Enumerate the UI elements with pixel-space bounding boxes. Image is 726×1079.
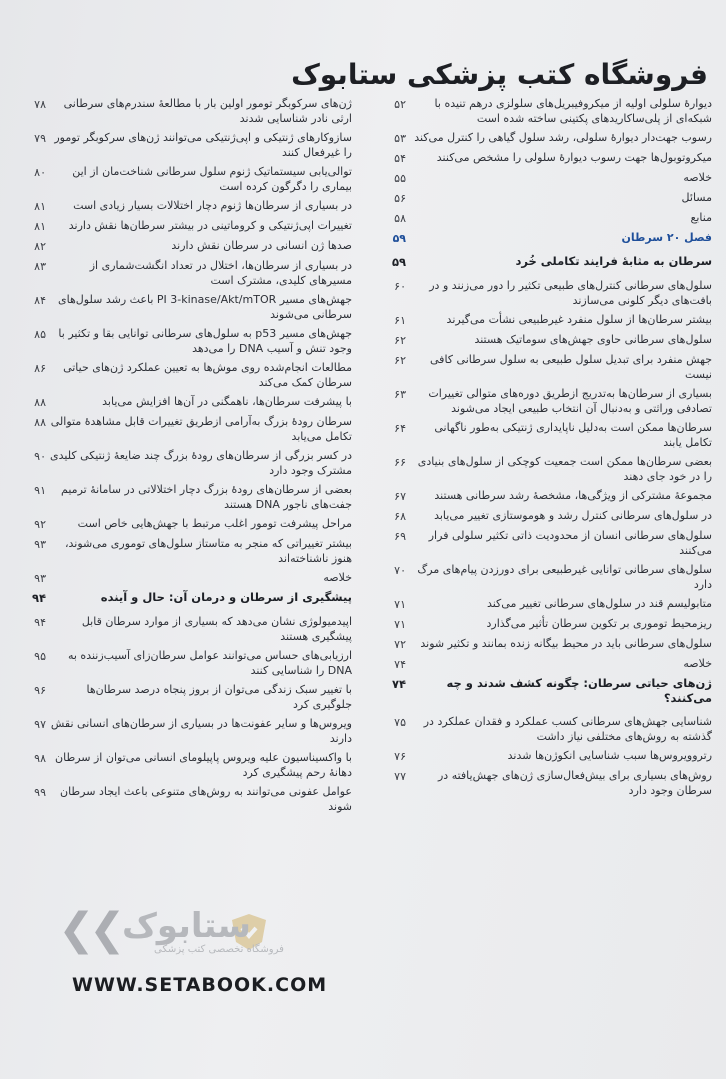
toc-entry-text: رسوب جهت‌دار دیوارهٔ سلولی، رشد سلول گیاهی را کنترل می‌کند bbox=[414, 131, 712, 144]
toc-page-number: ۹۳ bbox=[34, 538, 46, 551]
toc-page-number: ۶۱ bbox=[394, 314, 406, 327]
toc-entry bbox=[14, 536, 352, 566]
toc-page-number: ۶۹ bbox=[394, 530, 406, 543]
toc-entry bbox=[374, 768, 712, 798]
toc-entry-text: بیشتر سرطان‌ها از سلول منفرد غیرطبیعی نشأت می‌گیرند bbox=[446, 313, 712, 326]
toc-entry bbox=[14, 516, 352, 532]
toc-entry bbox=[14, 130, 352, 160]
toc-entry-text: ریزمحیط توموری بر تکوین سرطان تأثیر می‌گذارد bbox=[486, 617, 712, 630]
toc-page-number: ۶۸ bbox=[394, 510, 406, 523]
toc-entry-text: خلاصه bbox=[323, 571, 352, 584]
toc-page-number: ۷۱ bbox=[394, 598, 406, 611]
toc-page-number: ۹۰ bbox=[34, 450, 46, 463]
toc-page-number: ۹۳ bbox=[34, 572, 46, 585]
toc-page-number: ۶۳ bbox=[394, 388, 406, 401]
toc-page-number: ۵۶ bbox=[394, 192, 406, 205]
toc-entry bbox=[14, 96, 352, 126]
toc-entry-text: خلاصه bbox=[683, 657, 712, 670]
toc-entry bbox=[374, 454, 712, 484]
toc-entry bbox=[374, 714, 712, 744]
toc-page-number: ۵۴ bbox=[394, 152, 406, 165]
toc-entry-text: مسائل bbox=[681, 191, 712, 204]
toc-entry bbox=[374, 616, 712, 632]
toc-entry bbox=[14, 258, 352, 288]
toc-entry-text: منابع bbox=[690, 211, 712, 224]
toc-entry-text: در سلول‌های سرطانی کنترل رشد و هوموستازی تغییر می‌یابد bbox=[434, 509, 712, 522]
toc-entry-text: سرطان رودهٔ بزرگ به‌آرامی ازطریق تغییرات قابل مشاهدهٔ متوالی تکامل می‌یابد bbox=[50, 415, 352, 443]
toc-entry bbox=[374, 150, 712, 166]
website-url: WWW.SETABOOK.COM bbox=[72, 974, 328, 996]
toc-page-number: ۷۴ bbox=[391, 677, 406, 691]
toc-entry-text: دیوارهٔ سلولی اولیه از میکروفیبریل‌های سلولزی درهم تنیده با شبکه‌ای از پلی‌ساکاریدهای پکتینی ساخته شده است bbox=[434, 97, 712, 125]
toc-entry-text: سرطان به مثابهٔ فرایند تکاملی خُرد bbox=[515, 254, 712, 268]
toc-entry-text: میکروتوبول‌ها جهت رسوب دیوارهٔ سلولی را مشخص می‌کنند bbox=[436, 151, 712, 164]
page-title: فروشگاه کتب پزشکی ستابوک bbox=[291, 58, 708, 91]
toc-page-number: ۷۹ bbox=[34, 132, 46, 145]
toc-entry bbox=[374, 278, 712, 308]
toc-entry bbox=[374, 96, 712, 126]
toc-page-number: ۶۴ bbox=[394, 422, 406, 435]
toc-page-number: ۸۴ bbox=[34, 294, 46, 307]
toc-entry bbox=[374, 488, 712, 504]
toc-page-number: ۷۴ bbox=[394, 658, 406, 671]
toc-chapter bbox=[374, 230, 712, 246]
toc-entry-text: بسیاری از سرطان‌ها به‌تدریج ازطریق دوره‌های متوالی تغییرات تصادفی وراثتی و به‌دنبال آن انتخاب طبیعی ایجاد می‌شوند bbox=[428, 387, 712, 415]
toc-entry-text: جهش‌های مسیر PI 3-kinase/Akt/mTOR باعث رشد سلول‌های سرطانی می‌شوند bbox=[58, 293, 352, 321]
toc-page-number: ۸۱ bbox=[34, 220, 46, 233]
toc-entry-text: ویروس‌ها و سایر عفونت‌ها در بسیاری از سرطان‌های انسانی نقش دارند bbox=[50, 717, 352, 745]
toc-entry bbox=[14, 784, 352, 814]
toc-entry-text: بیشتر تغییراتی که منجر به متاستاز سلول‌های توموری می‌شوند، هنوز ناشناخته‌اند bbox=[64, 537, 352, 565]
toc-entry-text: صدها ژن انسانی در سرطان نقش دارند bbox=[171, 239, 352, 252]
toc-entry bbox=[14, 648, 352, 678]
toc-page-number: ۷۷ bbox=[394, 770, 406, 783]
toc-page-number: ۸۱ bbox=[34, 200, 46, 213]
toc-entry-text: فصل ۲۰ سرطان bbox=[621, 231, 712, 244]
toc-page-number: ۹۲ bbox=[34, 518, 46, 531]
toc-entry-text: ژن‌های حیاتی سرطان: چگونه کشف شدند و چه می‌کنند؟ bbox=[446, 676, 712, 705]
toc-page-number: ۹۶ bbox=[34, 684, 46, 697]
toc-entry bbox=[14, 292, 352, 322]
toc-page-number: ۶۰ bbox=[394, 280, 406, 293]
toc-entry bbox=[14, 326, 352, 356]
toc-entry bbox=[14, 394, 352, 410]
toc-entry bbox=[374, 656, 712, 672]
toc-page-number: ۸۶ bbox=[34, 362, 46, 375]
toc-entry-text: مجموعهٔ مشترکی از ویژگی‌ها، مشخصهٔ رشد سرطانی هستند bbox=[434, 489, 712, 502]
toc-entry-text: سلول‌های سرطانی باید در محیط بیگانه زنده بمانند و تکثیر شوند bbox=[420, 637, 712, 650]
toc-page-number: ۶۲ bbox=[394, 354, 406, 367]
toc-page-number: ۹۷ bbox=[34, 718, 46, 731]
toc-entry-text: تغییرات اپی‌ژنتیکی و کروماتینی در بیشتر سرطان‌ها نقش دارند bbox=[68, 219, 352, 232]
toc-column-left bbox=[14, 96, 352, 818]
toc-page-number: ۵۵ bbox=[394, 172, 406, 185]
toc-entry bbox=[374, 508, 712, 524]
toc-entry-text: شناسایی جهش‌های سرطانی کسب عملکرد و فقدان عملکرد در گذشته به روش‌های مختلفی نیاز داشت bbox=[423, 715, 712, 743]
toc-entry bbox=[374, 190, 712, 206]
toc-page-number: ۹۸ bbox=[34, 752, 46, 765]
toc-entry-text: عوامل عفونی می‌توانند به روش‌های متنوعی باعث ایجاد سرطان شوند bbox=[60, 785, 352, 813]
toc-page-number: ۹۴ bbox=[31, 591, 46, 605]
toc-page-number: ۵۸ bbox=[394, 212, 406, 225]
toc-entry bbox=[374, 386, 712, 416]
toc-page-number: ۷۰ bbox=[394, 564, 406, 577]
toc-entry-text: سازوکارهای ژنتیکی و اپی‌ژنتیکی می‌توانند ژن‌های سرکوبگر تومور را غیرفعال کنند bbox=[54, 131, 352, 159]
toc-entry bbox=[374, 596, 712, 612]
toc-page-number: ۷۱ bbox=[394, 618, 406, 631]
toc-entry bbox=[14, 482, 352, 512]
toc-entry-text: سلول‌های سرطانی انسان از محدودیت ذاتی تکثیر سلولی فرار می‌کنند bbox=[428, 529, 712, 557]
toc-entry-text: در بسیاری از سرطان‌ها، اختلال در تعداد انگشت‌شماری از مسیرهای کلیدی، مشترک است bbox=[89, 259, 352, 287]
toc-entry bbox=[14, 238, 352, 254]
toc-page-number: ۶۲ bbox=[394, 334, 406, 347]
toc-page-number: ۹۹ bbox=[34, 786, 46, 799]
toc-entry bbox=[14, 164, 352, 194]
toc-page-number: ۹۵ bbox=[34, 650, 46, 663]
toc-section-heading bbox=[14, 590, 352, 606]
toc-entry bbox=[14, 750, 352, 780]
toc-entry bbox=[374, 332, 712, 348]
toc-page-number: ۸۵ bbox=[34, 328, 46, 341]
toc-page-number: ۸۰ bbox=[34, 166, 46, 179]
toc-entry-text: سلول‌های سرطانی حاوی جهش‌های سوماتیک هستند bbox=[474, 333, 712, 346]
toc-entry bbox=[374, 528, 712, 558]
toc-entry-text: سرطان‌ها ممکن است به‌دلیل ناپایداری ژنتیکی به‌طور ناگهانی تکامل یابند bbox=[434, 421, 712, 449]
toc-page-number: ۸۲ bbox=[34, 240, 46, 253]
toc-page-number: ۶۷ bbox=[394, 490, 406, 503]
toc-entry bbox=[374, 636, 712, 652]
toc-entry bbox=[374, 562, 712, 592]
toc-entry-text: مراحل پیشرفت تومور اغلب مرتبط با جهش‌هایی خاص است bbox=[77, 517, 352, 530]
toc-entry bbox=[14, 218, 352, 234]
toc-entry-text: در کسر بزرگی از سرطان‌های رودهٔ بزرگ چند ضایعهٔ ژنتیکی کلیدی مشترک وجود دارد bbox=[49, 449, 352, 477]
toc-entry-text: پیشگیری از سرطان و درمان آن: حال و آینده bbox=[100, 590, 352, 604]
toc-entry-text: جهش منفرد برای تبدیل سلول طبیعی به سلول سرطانی کافی نیست bbox=[430, 353, 712, 381]
toc-entry bbox=[374, 420, 712, 450]
toc-entry-text: مطالعات انجام‌شده روی موش‌ها به تعیین عملکرد ژن‌های حیاتی سرطان کمک می‌کند bbox=[63, 361, 352, 389]
toc-page-number: ۵۳ bbox=[394, 132, 406, 145]
toc-entry-text: بعضی از سرطان‌های رودهٔ بزرگ دچار اختلالاتی در سامانهٔ ترمیم جفت‌های ناجور DNA هستند bbox=[61, 483, 352, 511]
toc-page-number: ۹۱ bbox=[34, 484, 46, 497]
toc-page-number: ۷۶ bbox=[394, 750, 406, 763]
toc-entry-text: سلول‌های سرطانی توانایی غیرطبیعی برای دورزدن پیام‌های مرگ دارد bbox=[417, 563, 712, 591]
toc-entry bbox=[14, 716, 352, 746]
toc-entry bbox=[14, 614, 352, 644]
toc-entry-text: ارزیابی‌های حساس می‌توانند عوامل سرطان‌زای آسیب‌زننده به DNA را شناسایی کنند bbox=[67, 649, 352, 677]
logo-brand-text: ستابوک bbox=[122, 906, 251, 946]
logo-chevron-icon: ❮❮ bbox=[58, 904, 120, 955]
toc-page-number: ۸۸ bbox=[34, 416, 46, 429]
toc-entry-text: اپیدمیولوژی نشان می‌دهد که بسیاری از موارد سرطان قابل پیشگیری هستند bbox=[81, 615, 352, 643]
toc-page-number: ۶۶ bbox=[394, 456, 406, 469]
toc-entry-text: متابولیسم قند در سلول‌های سرطانی تغییر می‌کند bbox=[486, 597, 712, 610]
toc-entry-text: سلول‌های سرطانی کنترل‌های طبیعی تکثیر را دور می‌زنند و در بافت‌های دیگر کلونی می‌سازند bbox=[429, 279, 712, 307]
toc-entry-text: خلاصه bbox=[683, 171, 712, 184]
toc-entry-text: روش‌های بسیاری برای بیش‌فعال‌سازی ژن‌های جهش‌یافته در سرطان وجود دارد bbox=[437, 769, 712, 797]
toc-page-number: ۸۳ bbox=[34, 260, 46, 273]
toc-entry-text: بعضی سرطان‌ها ممکن است جمعیت کوچکی از سلول‌های بنیادی را در خود جای دهند bbox=[417, 455, 712, 483]
setabook-logo-watermark bbox=[58, 904, 308, 964]
toc-entry bbox=[14, 448, 352, 478]
toc-entry bbox=[14, 570, 352, 586]
toc-entry-text: توالی‌یابی سیستماتیک ژنوم سلول سرطانی شناخت‌مان از این بیماری را دگرگون کرده است bbox=[72, 165, 352, 193]
toc-column-right bbox=[374, 96, 712, 802]
toc-entry-text: جهش‌های مسیر p53 به سلول‌های سرطانی توانایی بقا و تکثیر با وجود تنش و آسیب DNA را می‌دهد bbox=[58, 327, 352, 355]
toc-page-number: ۹۴ bbox=[34, 616, 46, 629]
toc-entry-text: در بسیاری از سرطان‌ها ژنوم دچار اختلالات بسیار زیادی است bbox=[73, 199, 352, 212]
toc-entry-text: با پیشرفت سرطان‌ها، ناهمگنی در آن‌ها افزایش می‌یابد bbox=[102, 395, 352, 408]
toc-entry bbox=[374, 170, 712, 186]
logo-subtitle: فروشگاه تخصصی کتب پزشکی bbox=[154, 944, 284, 955]
toc-entry bbox=[374, 130, 712, 146]
toc-entry-text: با تغییر سبک زندگی می‌توان از بروز پنجاه درصد سرطان‌ها جلوگیری کرد bbox=[86, 683, 352, 711]
toc-page-number: ۷۸ bbox=[34, 98, 46, 111]
toc-page-number: ۵۹ bbox=[391, 255, 406, 269]
toc-page-number: ۵۹ bbox=[392, 232, 406, 245]
toc-entry bbox=[14, 682, 352, 712]
toc-entry-text: با واکسیناسیون علیه ویروس پاپیلومای انسانی می‌توان از سرطان دهانهٔ رحم پیشگیری کرد bbox=[55, 751, 352, 779]
toc-entry-text: ژن‌های سرکوبگر تومور اولین بار با مطالعهٔ سندرم‌های سرطانی ارثی نادر شناسایی شدند bbox=[63, 97, 352, 125]
toc-entry bbox=[374, 352, 712, 382]
toc-entry bbox=[374, 312, 712, 328]
toc-entry bbox=[14, 360, 352, 390]
toc-entry bbox=[374, 210, 712, 226]
toc-entry-text: رتروویروس‌ها سبب شناسایی انکوژن‌ها شدند bbox=[507, 749, 712, 762]
toc-section-heading bbox=[374, 254, 712, 270]
toc-page-number: ۵۲ bbox=[394, 98, 406, 111]
toc-page-number: ۸۸ bbox=[34, 396, 46, 409]
toc-section-heading bbox=[374, 676, 712, 706]
toc-page-number: ۷۵ bbox=[394, 716, 406, 729]
toc-entry bbox=[14, 198, 352, 214]
toc-page-number: ۷۲ bbox=[394, 638, 406, 651]
toc-entry bbox=[14, 414, 352, 444]
toc-entry bbox=[374, 748, 712, 764]
